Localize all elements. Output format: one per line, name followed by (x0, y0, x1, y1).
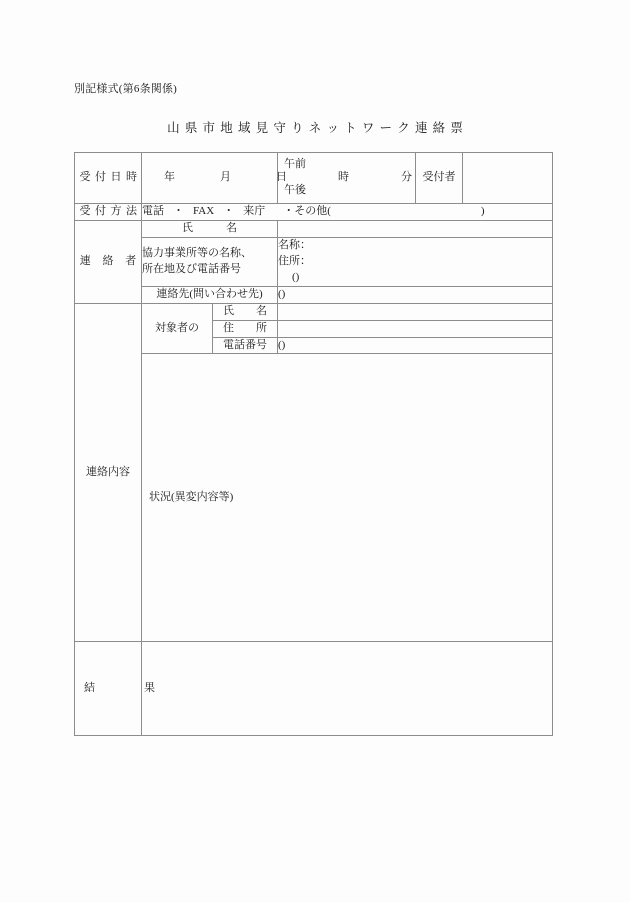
table-row-informant-business (75, 237, 553, 286)
informant-business-phone[interactable] (278, 270, 552, 286)
method-separator-2: ・ (223, 205, 235, 217)
situation-label: 状況(異変内容等) (149, 490, 234, 503)
method-separator-1: ・ (173, 205, 184, 217)
minute-label: 分 (401, 171, 412, 184)
result-label: 結 果 (75, 642, 142, 736)
subject-address-field[interactable] (278, 320, 553, 337)
hour-label: 時 (338, 171, 349, 184)
contact-record-form-table (74, 152, 553, 736)
subject-address-label: 住 所 (213, 320, 278, 337)
receiver-value-field[interactable] (463, 153, 553, 204)
time-units (278, 170, 415, 186)
subject-phone-paren-open: ( (278, 338, 282, 351)
informant-business-field[interactable] (278, 237, 553, 286)
informant-business-label (142, 237, 278, 286)
informant-label: 連 絡 者 (75, 220, 142, 303)
informant-contact-label: 連絡先(問い合わせ先) (142, 286, 278, 303)
subject-name-label: 氏 名 (213, 303, 278, 320)
table-row-reception-method (75, 204, 553, 221)
subject-phone-label: 電話番号 (213, 337, 278, 354)
method-option-other[interactable]: ・その他( (283, 205, 331, 217)
informant-business-name[interactable]: 名称： (278, 238, 311, 251)
day-label: 日 (276, 171, 288, 184)
subject-phone-paren-close: ) (281, 338, 286, 351)
reception-datetime-label: 受付日時 (75, 153, 142, 204)
informant-business-address[interactable]: 住所： (278, 254, 311, 267)
table-row-informant-contact (75, 286, 553, 303)
subject-label: 対象者の (142, 303, 213, 354)
method-option-fax[interactable]: FAX (193, 205, 215, 217)
form-number: 別記様式(第6条関係) (74, 83, 178, 95)
table-row-result (75, 642, 553, 736)
contact-paren-open: ( (278, 287, 282, 300)
month-label: 月 (220, 171, 232, 184)
am-label: 午前 (284, 158, 306, 170)
pm-label: 午後 (284, 184, 306, 197)
contact-paren-close: ) (281, 287, 286, 300)
method-option-phone[interactable]: 電話 (142, 205, 164, 217)
informant-contact-field[interactable] (278, 286, 553, 303)
receiver-label: 受付者 (416, 153, 463, 204)
table-row-reception-datetime (75, 153, 553, 204)
phone-paren-open: ( (292, 270, 296, 283)
year-label: 年 (164, 171, 176, 184)
page-title: 山県市地域見守りネットワーク連絡票 (167, 121, 469, 135)
informant-business-label-line1: 協力事業所等の名称、 (142, 246, 252, 259)
table-row-informant-name (75, 220, 553, 237)
reception-time-field[interactable] (278, 153, 416, 204)
subject-name-field[interactable] (278, 303, 553, 320)
phone-paren-close: ) (295, 270, 300, 283)
report-content-label: 連絡内容 (75, 303, 142, 642)
table-row-situation (75, 354, 553, 642)
method-option-visit[interactable]: 来庁 (243, 205, 266, 217)
informant-business-label-line2: 所在地及び電話番号 (142, 262, 241, 275)
table-row-subject-name (75, 303, 553, 320)
informant-name-label: 氏 名 (142, 220, 278, 237)
reception-date-field[interactable] (142, 153, 288, 204)
situation-field[interactable] (142, 354, 553, 642)
reception-method-label: 受付方法 (75, 204, 142, 221)
subject-phone-field[interactable] (278, 337, 553, 354)
reception-method-options[interactable] (142, 204, 553, 221)
result-field[interactable] (142, 642, 553, 736)
informant-name-field[interactable] (278, 220, 553, 237)
method-other-close: ) (480, 205, 485, 217)
